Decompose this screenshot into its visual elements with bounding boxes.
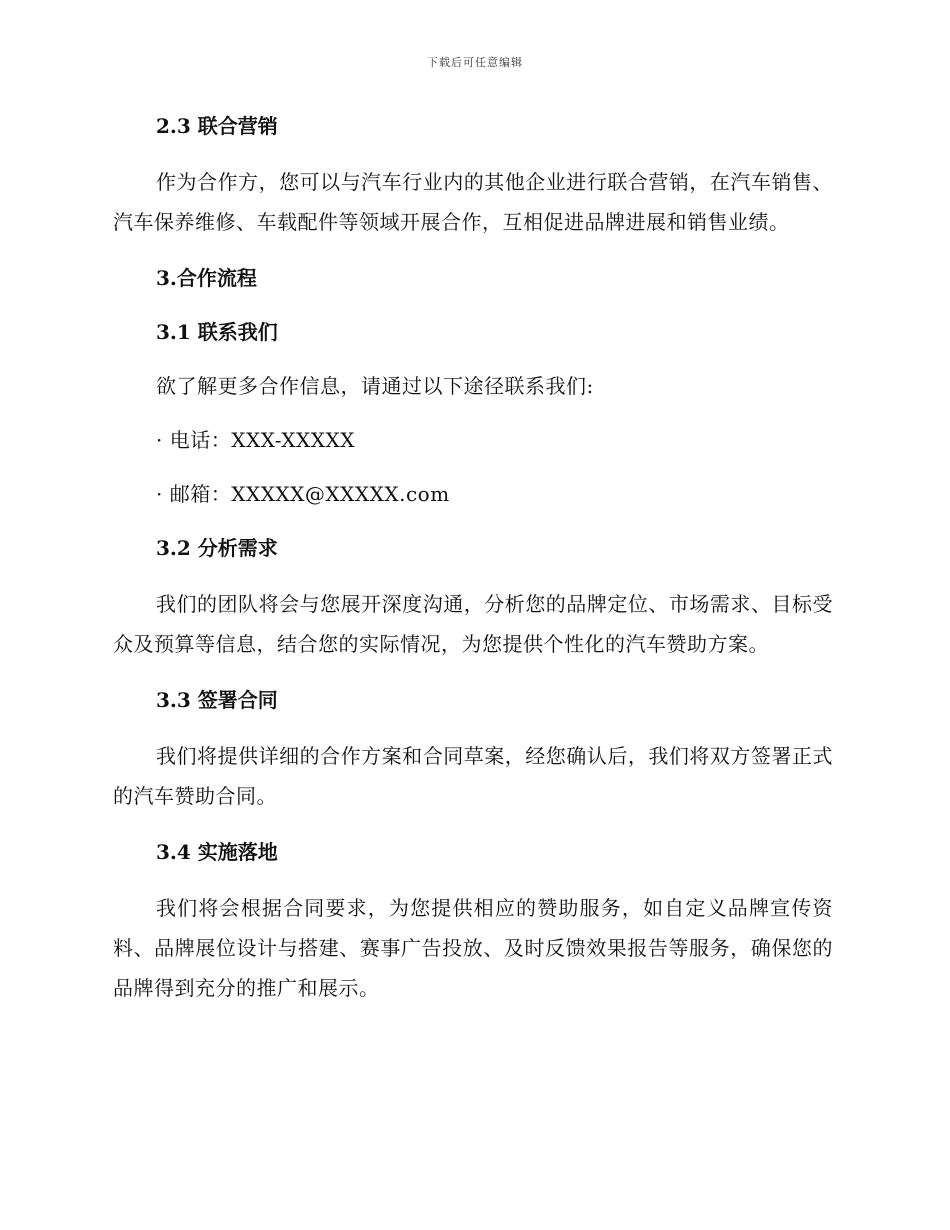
section-heading-3-2: 3.2 分析需求 [156, 536, 278, 560]
document-body [113, 108, 833, 1008]
section-text-2-3: 作为合作方，您可以与汽车行业内的其他企业进行联合营销，在汽车销售、汽车保养维修、车载配件等领域开展合作，互相促进品牌进展和销售业绩。 [113, 170, 833, 234]
section-heading-2-3: 2.3 联合营销 [156, 114, 278, 138]
contact-phone: · 电话：XXX-XXXXX [156, 428, 355, 452]
section-heading-3-1: 3.1 联系我们 [156, 320, 278, 344]
section-heading-3-3: 3.3 签署合同 [156, 688, 278, 712]
section-text-3-2: 我们的团队将会与您展开深度沟通，分析您的品牌定位、市场需求、目标受众及预算等信息，结合您的实际情况，为您提供个性化的汽车赞助方案。 [113, 592, 833, 656]
section-heading-3: 3.合作流程 [156, 266, 257, 290]
section-text-3-4: 我们将会根据合同要求，为您提供相应的赞助服务，如自定义品牌宣传资料、品牌展位设计与搭建、赛事广告投放、及时反馈效果报告等服务，确保您的品牌得到充分的推广和展示。 [113, 896, 833, 1000]
section-heading-3-4: 3.4 实施落地 [156, 840, 278, 864]
contact-intro: 欲了解更多合作信息，请通过以下途径联系我们: [156, 374, 594, 398]
contact-email: · 邮箱：XXXXX@XXXXX.com [156, 482, 450, 506]
header-note: 下载后可任意编辑 [427, 56, 523, 69]
section-text-3-3: 我们将提供详细的合作方案和合同草案，经您确认后，我们将双方签署正式的汽车赞助合同。 [113, 744, 833, 808]
